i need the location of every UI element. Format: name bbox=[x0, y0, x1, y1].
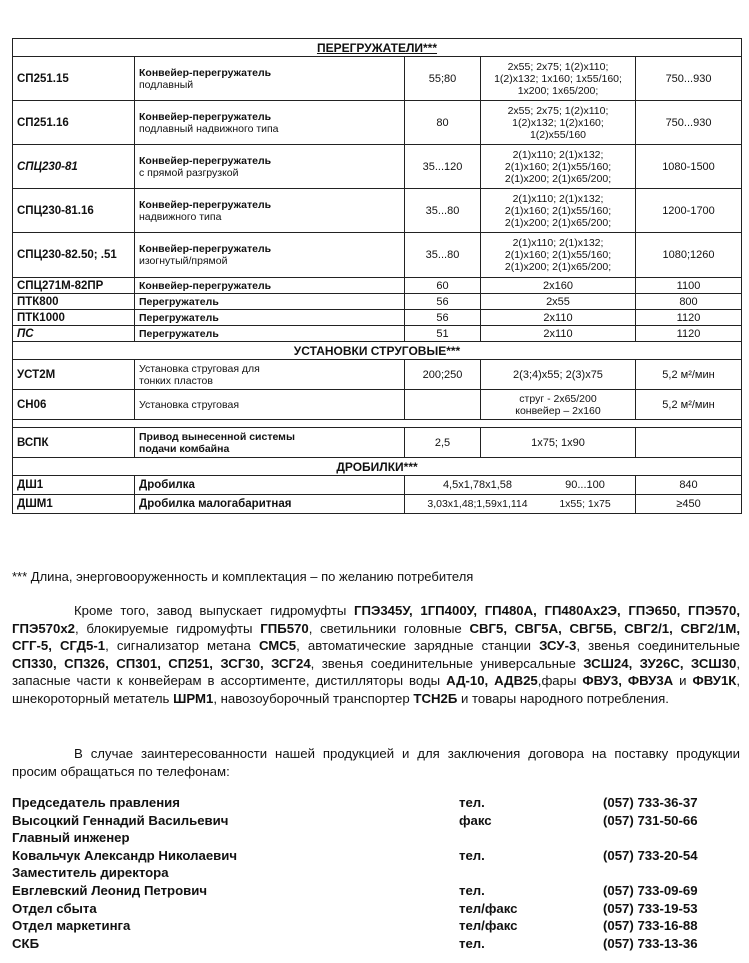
width-cell: 800 bbox=[636, 294, 742, 310]
name-cell: Перегружатель bbox=[135, 310, 405, 326]
power-cell: 2(1)x110; 2(1)x132; 2(1)x160; 2(1)x55/160; 2(1)x200; 2(1)x65/200; bbox=[481, 233, 636, 278]
contact-type: тел. bbox=[459, 882, 485, 898]
contact-phone: (057) 733-13-36 bbox=[603, 935, 698, 951]
power-cell: струг - 2x65/200 конвейер – 2x160 bbox=[481, 390, 636, 420]
contact-row bbox=[12, 936, 740, 954]
width-cell: 1200-1700 bbox=[636, 189, 742, 233]
footnote: *** Длина, энерговооруженность и комплектация – по желанию потребителя bbox=[12, 569, 474, 584]
contact-row bbox=[12, 830, 740, 848]
contact-name: Высоцкий Геннадий Васильевич bbox=[12, 812, 229, 828]
power-cell: 2(3;4)x55; 2(3)x75 bbox=[481, 360, 636, 390]
contact-type: факс bbox=[459, 812, 492, 828]
model-cell: СН06 bbox=[13, 390, 135, 420]
length-cell: 35...80 bbox=[405, 189, 481, 233]
model-cell: УСТ2М bbox=[13, 360, 135, 390]
equipment-table bbox=[12, 38, 742, 514]
length-cell: 35...120 bbox=[405, 145, 481, 189]
table-row bbox=[13, 233, 742, 278]
row-separator bbox=[13, 420, 742, 428]
paragraph-text: , запасные части к конвейерам в ассортименте, дистилляторы воды bbox=[12, 655, 740, 688]
length-cell: 51 bbox=[405, 326, 481, 342]
table-row bbox=[13, 294, 742, 310]
product-names: ГПБ570 bbox=[260, 620, 309, 636]
paragraph-text: , шнекороторный метатель bbox=[12, 673, 741, 706]
paragraph-text: ,фары bbox=[537, 673, 583, 688]
width-cell: 1100 bbox=[636, 278, 742, 294]
width-cell: 1120 bbox=[636, 310, 742, 326]
section-title-ploughs: УСТАНОВКИ СТРУГОВЫЕ*** bbox=[13, 342, 742, 360]
model-cell: СПЦ230-81 bbox=[13, 145, 135, 189]
paragraph-text: , звенья соединительные универсальные bbox=[310, 655, 584, 671]
width-cell: 1080;1260 bbox=[636, 233, 742, 278]
power-cell: 2x55 bbox=[481, 294, 636, 310]
contact-type: тел/факс bbox=[459, 900, 518, 916]
contact-name: Председатель правления bbox=[12, 795, 180, 810]
mass-cell: 840 bbox=[636, 476, 742, 495]
length-cell: 60 bbox=[405, 278, 481, 294]
width-cell: 1120 bbox=[636, 326, 742, 342]
width-cell: 750...930 bbox=[636, 101, 742, 145]
contact-row bbox=[12, 883, 740, 901]
name-cell: Установка струговая для тонких пластов bbox=[135, 360, 405, 390]
product-names: ЗСУ-3 bbox=[539, 638, 577, 653]
name-cell: Установка струговая bbox=[135, 390, 405, 420]
name-cell: Конвейер-перегружатель изогнутый/прямой bbox=[135, 233, 405, 278]
product-names: СВГ5, СВГ5А, СВГ5Б, СВГ2/1, СВГ2/1М, СГГ-5, СГД5-1 bbox=[12, 620, 740, 653]
product-names: ШРМ1 bbox=[173, 690, 214, 706]
power-cell: 2x110 bbox=[481, 310, 636, 326]
model-cell: ВСПК bbox=[13, 428, 135, 458]
name-cell: Конвейер-перегружатель надвижного типа bbox=[135, 189, 405, 233]
paragraph-text: и bbox=[673, 673, 693, 688]
table-row bbox=[13, 476, 742, 495]
paragraph-text: , автоматические зарядные станции bbox=[296, 638, 540, 653]
product-names: ФВУ3, ФВУ3А bbox=[582, 673, 674, 688]
product-names: ФВУ1К bbox=[692, 673, 737, 688]
contact-phone: (057) 731-50-66 bbox=[603, 812, 698, 828]
length-cell: 2,5 bbox=[405, 428, 481, 458]
model-cell: СПЦ230-82.50; .51 bbox=[13, 233, 135, 278]
dimensions-cell: 4,5x1,78x1,58 90...100 bbox=[405, 476, 636, 495]
length-cell: 56 bbox=[405, 294, 481, 310]
model-cell: ПС bbox=[13, 326, 135, 342]
contact-phone: (057) 733-16-88 bbox=[603, 918, 698, 934]
table-row bbox=[13, 390, 742, 420]
power-cell: 1x75; 1x90 bbox=[481, 428, 636, 458]
paragraph-text: , звенья соединительные bbox=[576, 638, 741, 653]
name-cell: Перегружатель bbox=[135, 294, 405, 310]
table-row bbox=[13, 310, 742, 326]
model-cell: СПЦ271М-82ПР bbox=[13, 278, 135, 294]
power-cell: 2x110 bbox=[481, 326, 636, 342]
name-cell: Перегружатель bbox=[135, 326, 405, 342]
power-cell: 2x55; 2x75; 1(2)x110; 1(2)x132; 1(2)x160; 1(2)x55/160 bbox=[481, 101, 636, 145]
contact-phone: (057) 733-19-53 bbox=[603, 900, 698, 916]
table-row bbox=[13, 101, 742, 145]
contact-phone: (057) 733-09-69 bbox=[603, 882, 698, 898]
length-cell: 35...80 bbox=[405, 233, 481, 278]
dimensions-cell: 3,03x1,48;1,59x1,114 1x55; 1x75 bbox=[405, 495, 636, 514]
contacts-list bbox=[12, 795, 740, 953]
power-cell: 2x55; 2x75; 1(2)x110; 1(2)x132; 1x160; 1x55/160; 1x200; 1x65/200; bbox=[481, 57, 636, 101]
product-names: ТСН2Б bbox=[413, 690, 458, 706]
contact-type: тел. bbox=[459, 847, 485, 863]
section-title-crushers: ДРОБИЛКИ*** bbox=[13, 458, 742, 476]
table-row bbox=[13, 145, 742, 189]
contact-row bbox=[12, 901, 740, 919]
length-cell: 56 bbox=[405, 310, 481, 326]
product-names: СП330, СП326, СП301, СП251, ЗСГ30, ЗСГ24 bbox=[12, 655, 311, 671]
paragraph-text: , навозоуборочный транспортер bbox=[213, 690, 414, 706]
mass-cell: ≥450 bbox=[636, 495, 742, 514]
contact-row bbox=[12, 848, 740, 866]
power-cell: 2(1)x110; 2(1)x132; 2(1)x160; 2(1)x55/160; 2(1)x200; 2(1)x65/200; bbox=[481, 189, 636, 233]
name-cell: Дробилка bbox=[135, 476, 405, 495]
table-row bbox=[13, 495, 742, 514]
power-cell: 2x160 bbox=[481, 278, 636, 294]
output-cell: 5,2 м²/мин bbox=[636, 360, 742, 390]
product-names: ГПЭ345У, 1ГП400У, ГП480А, ГП480Ах2Э, ГПЭ650, ГПЭ570, ГПЭ570х2 bbox=[12, 603, 740, 636]
paragraph-text: , блокируемые гидромуфты bbox=[75, 620, 261, 636]
width-cell: 750...930 bbox=[636, 57, 742, 101]
contact-name: Заместитель директора bbox=[12, 865, 169, 881]
length-cell bbox=[405, 390, 481, 420]
contact-name: Отдел маркетинга bbox=[12, 918, 131, 934]
paragraph-text: Кроме того, завод выпускает гидромуфты bbox=[74, 603, 354, 618]
contact-name: Евглевский Леонид Петрович bbox=[12, 882, 208, 898]
table-row bbox=[13, 189, 742, 233]
table-row bbox=[13, 428, 742, 458]
product-names: ЗСШ24, ЗУ26С, ЗСШ30 bbox=[583, 655, 737, 671]
model-cell: ДШ1 bbox=[13, 476, 135, 495]
model-cell: ДШМ1 bbox=[13, 495, 135, 514]
name-cell: Конвейер-перегружатель подлавный bbox=[135, 57, 405, 101]
model-cell: СП251.15 bbox=[13, 57, 135, 101]
table-row bbox=[13, 278, 742, 294]
length-cell: 55;80 bbox=[405, 57, 481, 101]
name-cell: Дробилка малогабаритная bbox=[135, 495, 405, 514]
contact-phone: (057) 733-20-54 bbox=[603, 847, 698, 863]
contact-type: тел/факс bbox=[459, 918, 518, 934]
name-cell: Привод вынесенной системы подачи комбайна bbox=[135, 428, 405, 458]
contact-type: тел. bbox=[459, 935, 485, 951]
model-cell: СП251.16 bbox=[13, 101, 135, 145]
model-cell: СПЦ230-81.16 bbox=[13, 189, 135, 233]
name-cell: Конвейер-перегружатель подлавный надвижного типа bbox=[135, 101, 405, 145]
model-cell: ПТК800 bbox=[13, 294, 135, 310]
output-cell bbox=[636, 428, 742, 458]
contact-name: Ковальчук Александр Николаевич bbox=[12, 847, 238, 863]
name-cell: Конвейер-перегружатель с прямой разгрузкой bbox=[135, 145, 405, 189]
contact-intro-paragraph: В случае заинтересованности нашей продукцией и для заключения договора на поставку продукции просим обращаться по телефонам: bbox=[12, 746, 740, 779]
table-row bbox=[13, 360, 742, 390]
length-cell: 200;250 bbox=[405, 360, 481, 390]
paragraph-text: и товары народного потребления. bbox=[457, 690, 669, 706]
table-row bbox=[13, 326, 742, 342]
contact-row bbox=[12, 795, 740, 813]
contact-name: Отдел сбыта bbox=[12, 900, 97, 916]
contact-type: тел. bbox=[459, 795, 485, 810]
width-cell: 1080-1500 bbox=[636, 145, 742, 189]
contact-row bbox=[12, 813, 740, 831]
products-paragraph bbox=[12, 602, 740, 707]
paragraph-text: , светильники головные bbox=[308, 620, 470, 636]
contact-row bbox=[12, 918, 740, 936]
table-row bbox=[13, 57, 742, 101]
output-cell: 5,2 м²/мин bbox=[636, 390, 742, 420]
model-cell: ПТК1000 bbox=[13, 310, 135, 326]
product-names: АД-10, АДВ25 bbox=[446, 673, 538, 688]
contact-phone: (057) 733-36-37 bbox=[603, 795, 698, 810]
contact-row bbox=[12, 865, 740, 883]
product-names: СМС5 bbox=[258, 638, 297, 653]
contact-name: Главный инженер bbox=[12, 830, 130, 846]
paragraph-text: , сигнализатор метана bbox=[105, 638, 259, 653]
name-cell: Конвейер-перегружатель bbox=[135, 278, 405, 294]
length-cell: 80 bbox=[405, 101, 481, 145]
contact-name: СКБ bbox=[12, 935, 40, 951]
section-title-reloaders: ПЕРЕГРУЖАТЕЛИ*** bbox=[13, 39, 742, 57]
power-cell: 2(1)x110; 2(1)x132; 2(1)x160; 2(1)x55/160; 2(1)x200; 2(1)x65/200; bbox=[481, 145, 636, 189]
